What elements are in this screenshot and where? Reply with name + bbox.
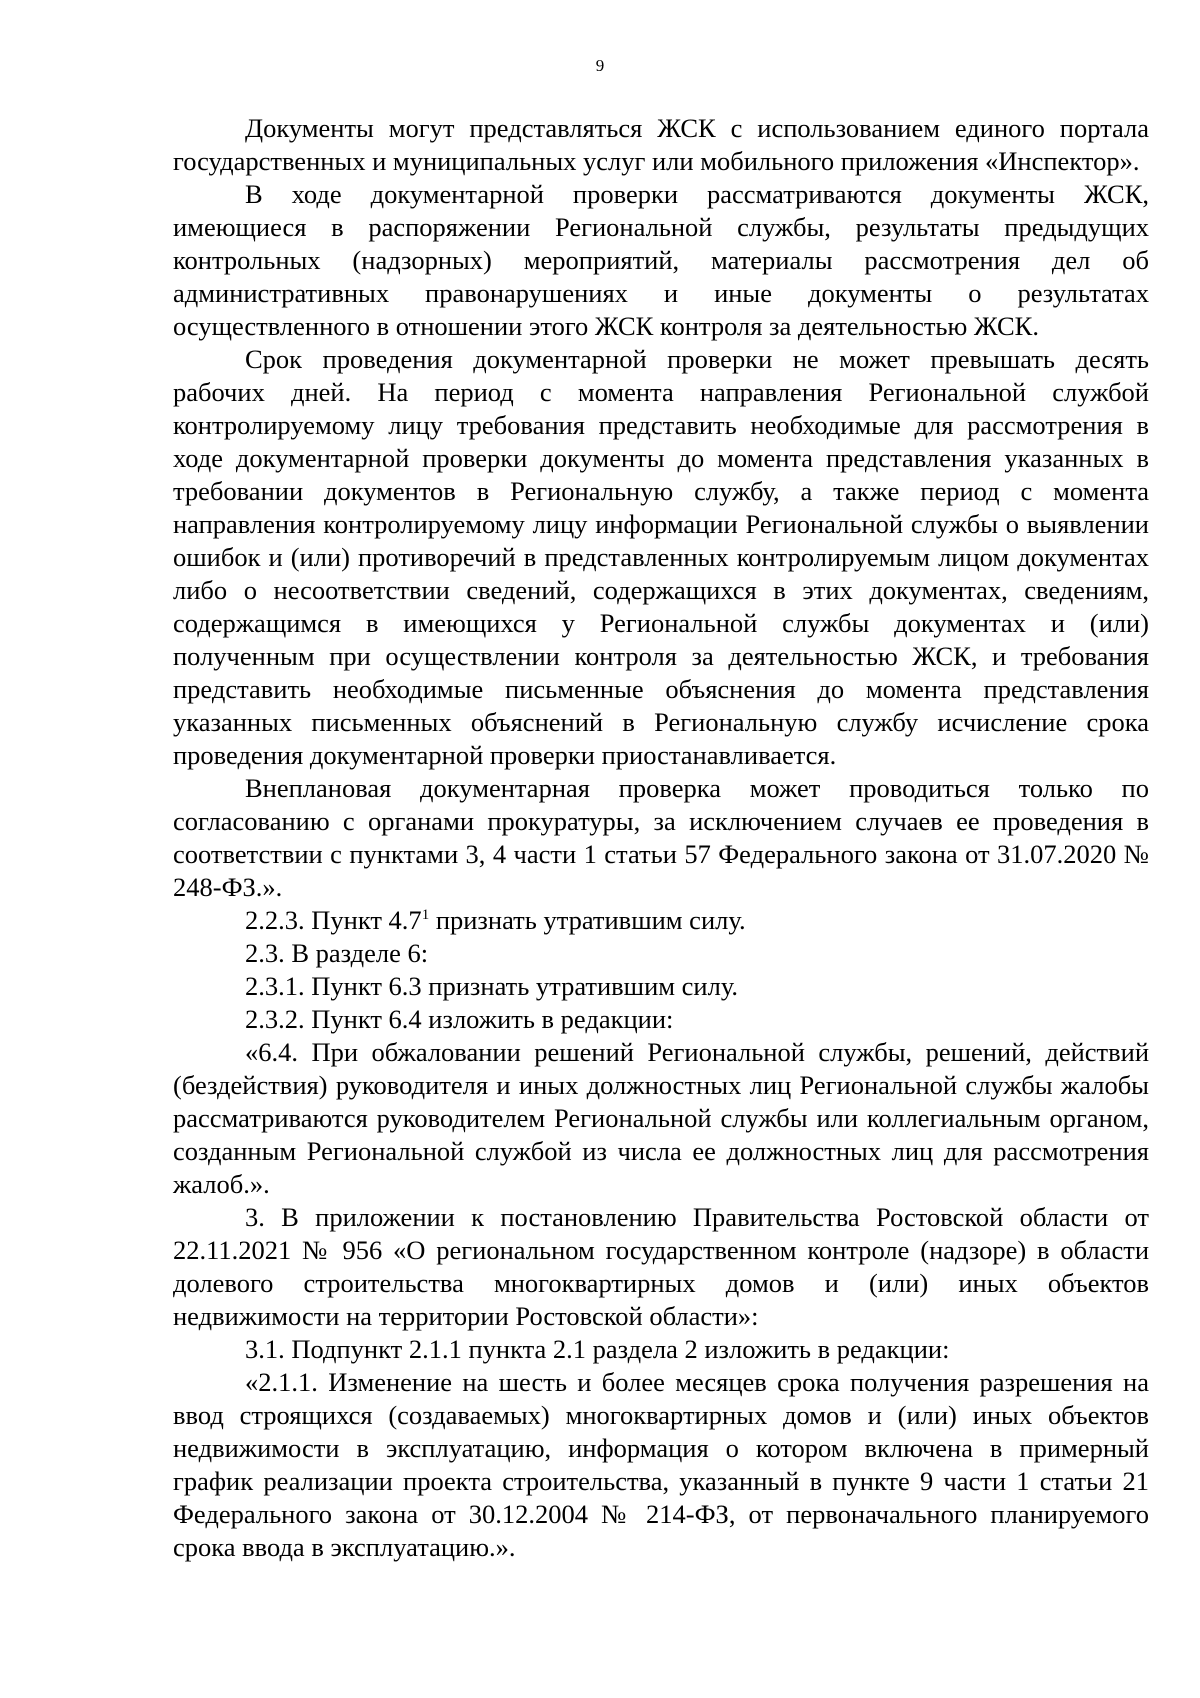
clause-2-2-3-superscript: 1 — [421, 907, 430, 924]
paragraph-check-duration: Срок проведения документарной проверки не может превышать десять рабочих дней. На период с момента направления Региональной службой контролируемому лицу требования представить необходимые для рассмотрения в ходе документарной проверки документы до момента представления указанных в требовании документов в Региональную службу, а также период с момента направления контролируемому лицу информации Региональной службы о выявлении ошибок и (или) противоречий в представленных контролируемым лицом документах либо о несоответствии сведений, содержащихся в этих документах, сведениям, содержащимся в имеющихся у Региональной службы документах и (или) полученным при осуществлении контроля за деятельностью ЖСК, и требования представить необходимые письменные объяснения до момента представления указанных письменных объяснений в Региональную службу исчисление срока проведения документарной проверки приостанавливается. — [173, 344, 1149, 770]
document-body — [173, 112, 1149, 1564]
clause-2-2-3-text: 2.2.3. Пункт 4.7 — [245, 905, 422, 935]
paragraph-clause-6-4: «6.4. При обжаловании решений Региональной службы, решений, действий (бездействия) руководителя и иных должностных лиц Региональной службы жалобы рассматриваются руководителем Региональной службы или коллегиальным органом, созданным Региональной службой из числа ее должностных лиц для рассмотрения жалоб.». — [173, 1037, 1149, 1199]
paragraph-clause-2-2-3 — [173, 904, 1149, 937]
paragraph-clause-2-3: 2.3. В разделе 6: — [245, 938, 429, 968]
paragraph-clause-2-1-1: «2.1.1. Изменение на шесть и более месяцев срока получения разрешения на ввод строящихся (создаваемых) многоквартирных домов и (или) иных объектов недвижимости в эксплуатацию, информация о котором включена в примерный график реализации проекта строительства, указанный в пункте 9 части 1 статьи 21 Федерального закона от 30.12.2004 № 214-ФЗ, от первоначального планируемого срока ввода в эксплуатацию.». — [173, 1367, 1149, 1562]
paragraph-clause-3-1: 3.1. Подпункт 2.1.1 пункта 2.1 раздела 2 изложить в редакции: — [245, 1334, 950, 1364]
page-number: 9 — [595, 56, 605, 75]
paragraph-clause-2-3-1: 2.3.1. Пункт 6.3 признать утратившим силу. — [245, 971, 739, 1001]
paragraph-clause-2-3-2: 2.3.2. Пункт 6.4 изложить в редакции: — [245, 1004, 674, 1034]
paragraph-documents-submission: Документы могут представляться ЖСК с использованием единого портала государственных и муниципальных услуг или мобильного приложения «Инспектор». — [173, 113, 1149, 176]
clause-2-2-3-tail: признать утратившим силу. — [429, 905, 746, 935]
paragraph-section-3: 3. В приложении к постановлению Правительства Ростовской области от 22.11.2021 № 956 «О региональном государственном контроле (надзоре) в области долевого строительства многоквартирных домов и (или) иных объектов недвижимости на территории Ростовской области»: — [173, 1202, 1149, 1331]
paragraph-documentary-check-scope: В ходе документарной проверки рассматриваются документы ЖСК, имеющиеся в распоряжении Региональной службы, результаты предыдущих контрольных (надзорных) мероприятий, материалы рассмотрения дел об административных правонарушениях и иные документы о результатах осуществленного в отношении этого ЖСК контроля за деятельностью ЖСК. — [173, 179, 1149, 341]
paragraph-unscheduled-check: Внеплановая документарная проверка может проводиться только по согласованию с органами прокуратуры, за исключением случаев ее проведения в соответствии с пунктами 3, 4 части 1 статьи 57 Федерального закона от 31.07.2020 № 248-ФЗ.». — [173, 773, 1149, 902]
